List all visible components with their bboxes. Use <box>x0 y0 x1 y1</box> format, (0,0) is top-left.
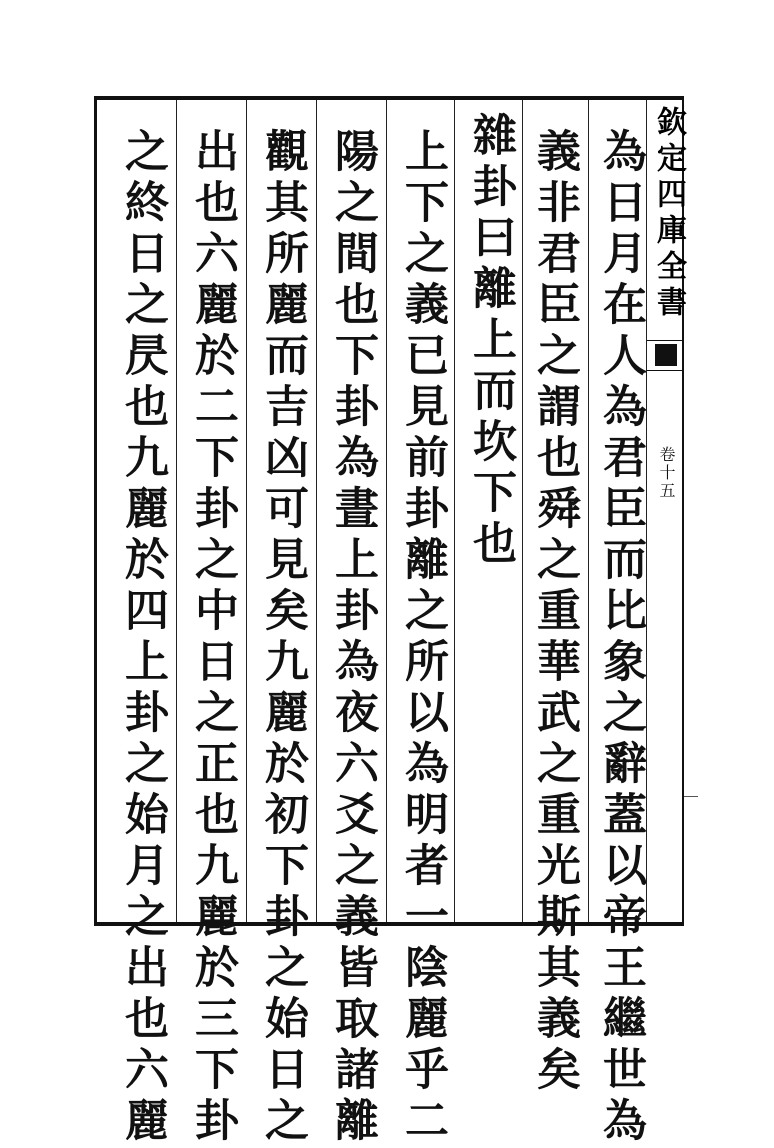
text-column-6: 觀其所麗而吉凶可見矣九麗於初下卦之始日之 <box>257 128 308 1148</box>
column-rule <box>176 100 177 922</box>
column-rule <box>316 100 317 922</box>
text-column-7: 出也六麗於二下卦之中日之正也九麗於三下卦 <box>187 128 238 1148</box>
column-rule <box>522 100 523 922</box>
text-column-3: 雜卦曰離上而坎下也 <box>465 112 516 571</box>
column-rule <box>246 100 247 922</box>
text-column-2: 義非君臣之謂也舜之重華武之重光斯其義矣 <box>529 128 580 1097</box>
fish-tail-mark-icon <box>655 344 677 366</box>
text-column-8: 之終日之昃也九麗於四上卦之始月之出也六麗 <box>117 128 168 1148</box>
volume-label: 卷十五 <box>657 446 676 500</box>
column-rule <box>588 100 589 922</box>
margin-column <box>646 100 684 922</box>
fish-tail-rule <box>647 340 683 341</box>
text-column-1: 為日月在人為君臣而比象之辭蓋以帝王繼世為 <box>595 128 646 1148</box>
margin-tick <box>684 796 698 797</box>
fish-tail-rule <box>647 370 683 371</box>
column-rule <box>386 100 387 922</box>
book-title-label: 欽定四庫全書 <box>651 106 686 322</box>
column-rule <box>454 100 455 922</box>
text-column-5: 陽之間也下卦為晝上卦為夜六爻之義皆取諸離 <box>327 128 378 1148</box>
text-column-4: 上下之義已見前卦離之所以為明者一陰麗乎二 <box>397 128 448 1148</box>
